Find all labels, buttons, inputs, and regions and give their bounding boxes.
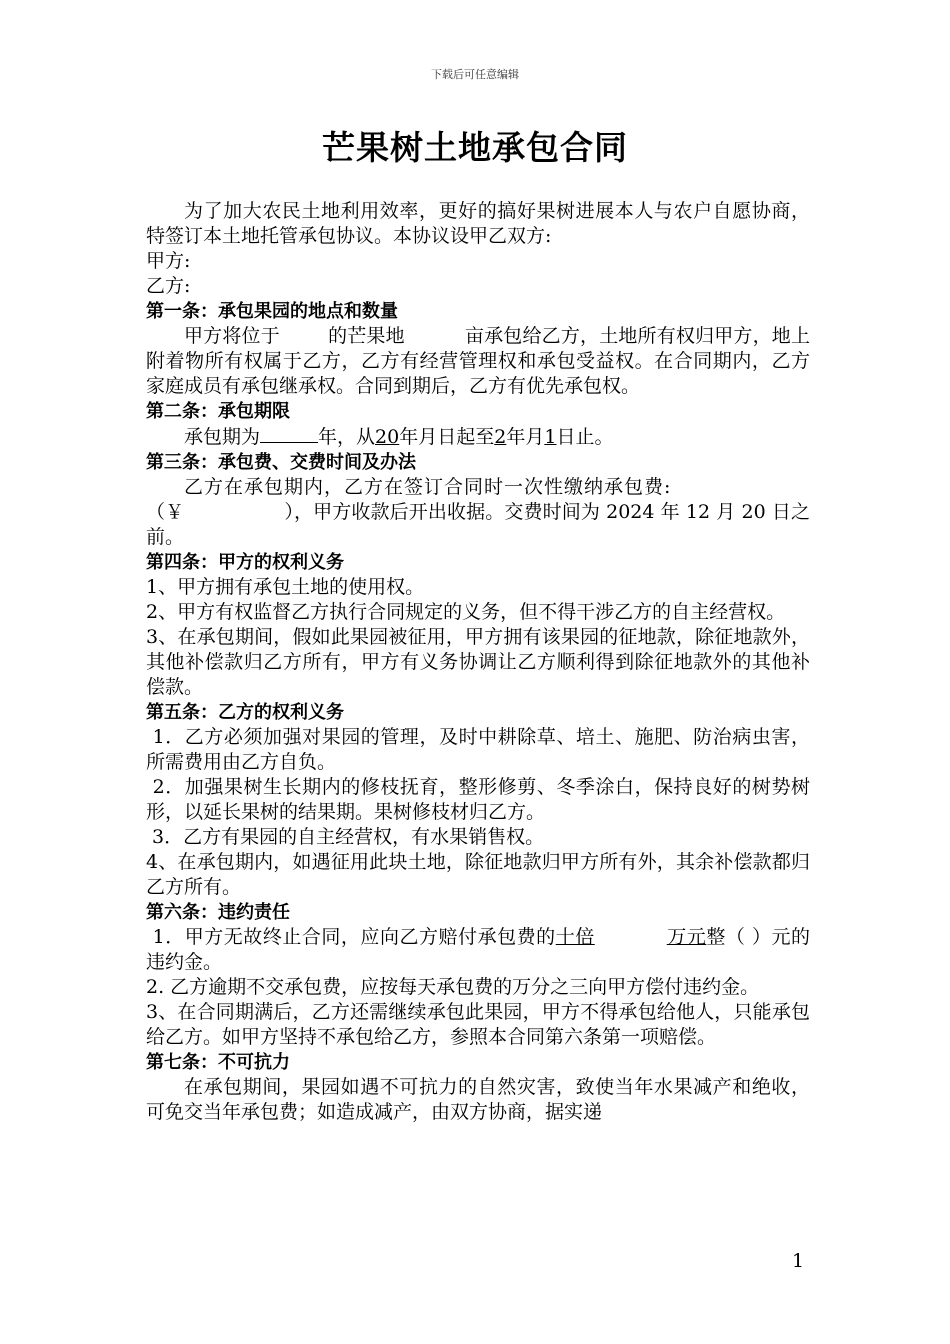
penalty-blank <box>595 925 667 950</box>
start-year-value: 20 <box>375 426 400 448</box>
penalty-text-a: 1．甲方无故终止合同，应向乙方赔付承包费的 <box>146 926 556 948</box>
party-a-line: 甲方: <box>146 250 191 272</box>
article-1-text-c: 亩承包给乙方，土地所有权归甲方，地上附着物所有权属于乙方，乙方有经营管理权和承包受益权。在合同期内，乙方家庭成员有承包继承权。合同到期后，乙方有优先承包权。 <box>146 325 810 397</box>
article-5-heading: 第五条：乙方的权利义务 <box>146 702 344 723</box>
page-number: 1 <box>792 1250 805 1272</box>
page-header-note: 下载后可任意编辑 <box>431 68 519 81</box>
article-7-heading: 第七条：不可抗力 <box>146 1052 290 1073</box>
term-text-1: 承包期为 <box>184 426 261 448</box>
article-2-paragraph <box>146 424 810 450</box>
article-1-text-b: 的芒果地 <box>327 325 405 347</box>
term-text-4: 年月 <box>506 426 545 448</box>
article-5-item-3: 3．乙方有果园的自主经营权，有水果销售权。 <box>146 826 545 848</box>
article-3-paragraph-2 <box>146 500 810 550</box>
article-6-item-1 <box>146 925 810 975</box>
article-3-paragraph-1: 乙方在承包期内，乙方在签订合同时一次性缴纳承包费: <box>184 476 672 498</box>
party-b-line: 乙方: <box>146 275 191 297</box>
article-5-item-4: 4、在承包期内，如遇征用此块土地，除征地款归甲方所有外，其余补偿款都归乙方所有。 <box>146 851 810 898</box>
penalty-unit: 万元 <box>666 926 707 948</box>
article-4-item-3: 3、在承包期间，假如此果园被征用，甲方拥有该果园的征地款，除征地款外，其他补偿款归乙方所有，甲方有义务协调让乙方顺利得到除征地款外的其他补偿款。 <box>146 626 810 698</box>
fee-amount-close: ），甲方收款后开出收据。交费时间为 2024 年 12 月 20 日之前。 <box>146 501 810 548</box>
article-1-paragraph <box>146 324 810 399</box>
article-2-heading: 第二条：承包期限 <box>146 401 290 422</box>
article-1-heading: 第一条：承包果园的地点和数量 <box>146 301 398 322</box>
contract-body <box>146 199 810 1125</box>
article-7-paragraph: 在承包期间，果园如遇不可抗力的自然灾害，致使当年水果减产和绝收，可免交当年承包费；如造成减产，由双方协商，据实递 <box>146 1076 810 1123</box>
article-6-item-2: 2. 乙方逾期不交承包费，应按每天承包费的万分之三向甲方偿付违约金。 <box>146 976 760 998</box>
fee-amount-open: （￥ <box>146 501 185 523</box>
term-years-blank <box>260 424 318 443</box>
term-text-3: 年月日起至 <box>399 426 495 448</box>
end-day-value: 1 <box>544 426 557 448</box>
term-text-2: 年，从 <box>318 426 376 448</box>
article-4-item-1: 1、甲方拥有承包土地的使用权。 <box>146 576 425 598</box>
article-6-item-3: 3、在合同期满后，乙方还需继续承包此果园，甲方不得承包给他人，只能承包给乙方。如甲方坚持不承包给乙方，参照本合同第六条第一项赔偿。 <box>146 1001 810 1048</box>
article-3-heading: 第三条：承包费、交费时间及办法 <box>146 452 416 473</box>
document-title: 芒果树土地承包合同 <box>322 128 628 167</box>
article-5-item-1: 1．乙方必须加强对果园的管理，及时中耕除草、培土、施肥、防治病虫害，所需费用由乙方自负。 <box>146 726 811 773</box>
article-4-heading: 第四条：甲方的权利义务 <box>146 552 344 573</box>
article-5-item-2: 2．加强果树生长期内的修枝抚育，整形修剪、冬季涂白，保持良好的树势树形，以延长果树的结果期。果树修枝材归乙方。 <box>146 776 811 823</box>
article-1-text-a: 甲方将位于 <box>184 325 280 347</box>
penalty-multiplier: 十倍 <box>555 926 595 948</box>
penalty-text-d: 整（ ）元的违约金。 <box>146 926 810 973</box>
term-text-5: 日止。 <box>556 426 614 448</box>
intro-paragraph: 为了加大农民土地利用效率，更好的搞好果树进展本人与农户自愿协商，特签订本土地托管承包协议。本协议设甲乙双方: <box>146 200 810 247</box>
article-6-heading: 第六条：违约责任 <box>146 902 290 923</box>
end-year-value: 2 <box>494 426 507 448</box>
article-4-item-2: 2、甲方有权监督乙方执行合同规定的义务，但不得干涉乙方的自主经营权。 <box>146 601 786 623</box>
